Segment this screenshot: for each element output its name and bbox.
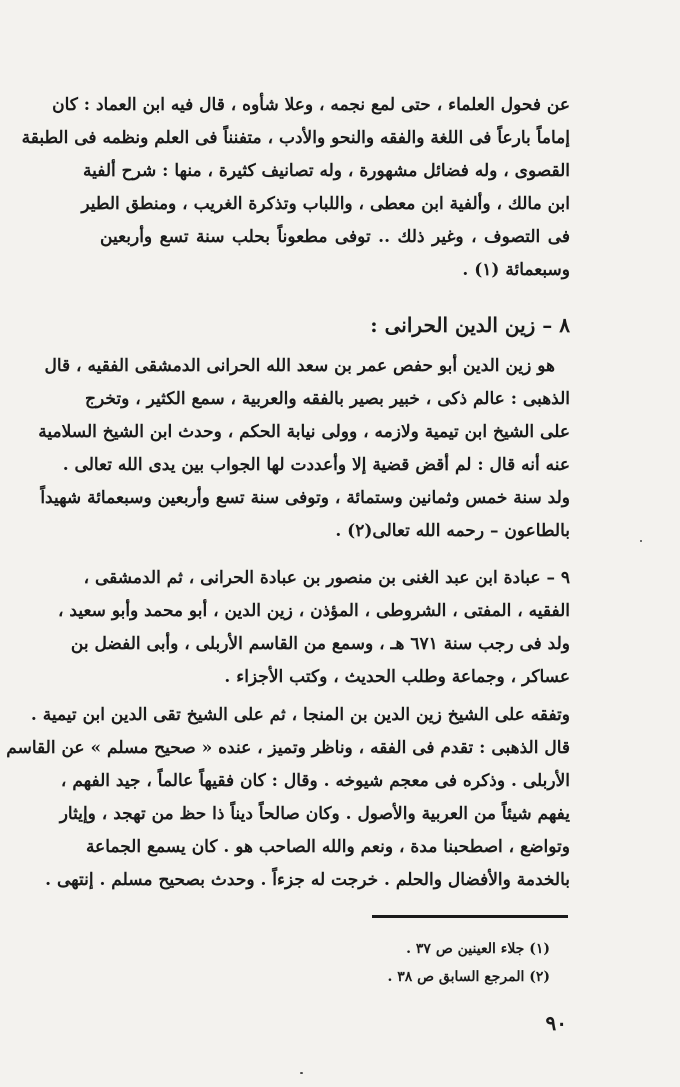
- text-line: ولد فى رجب سنة ٦٧١ هـ ، وسمع من القاسم الأربلى ، وأبى الفضل بن: [70, 634, 570, 654]
- text-line: عن فحول العلماء ، حتى لمع نجمه ، وعلا شأوه ، قال فيه ابن العماد : كان: [52, 95, 570, 115]
- page-number: ٩٠: [545, 1011, 567, 1035]
- text-line: ولد سنة خمس وثمانين وستمائة ، وتوفى سنة تسع وأربعين وسبعمائة شهيداً: [40, 488, 570, 508]
- text-line: فى التصوف ، وغير ذلك .. توفى مطعوناً بحلب سنة تسع وأربعين: [100, 227, 570, 247]
- text-line: بالخدمة والأفضال والحلم . خرجت له جزءاً . وحدث بصحيح مسلم . إنتهى .: [45, 870, 570, 890]
- footnote: (١) جلاء العينين ص ٣٧ .: [406, 941, 550, 957]
- text-line: الذهبى : عالم ذكى ، خبير بصير بالفقه والعربية ، سمع الكثير ، وتخرج: [85, 389, 570, 409]
- text-line: هو زين الدين أبو حفص عمر بن سعد الله الحرانى الدمشقى الفقيه ، قال: [44, 356, 555, 376]
- text-line: وتفقه على الشيخ زين الدين بن المنجا ، ثم على الشيخ تقى الدين ابن تيمية .: [30, 705, 570, 725]
- text-line: بالطاعون – رحمه الله تعالى(٢) .: [335, 521, 570, 541]
- text-line: القصوى ، وله فضائل مشهورة ، وله تصانيف كثيرة ، منها : شرح ألفية: [82, 161, 570, 181]
- text-line: يفهم شيئاً من العربية والأصول . وكان صالحاً ديناً ذا حظ من تهجد ، وإيثار: [59, 804, 570, 824]
- text-line: عنه أنه قال : لم أقض قضية إلا وأعددت لها الجواب بين يدى الله تعالى .: [62, 455, 570, 475]
- entry-line: ٩ – عبادة ابن عبد الغنى بن منصور بن عبادة الحرانى ، ثم الدمشقى ،: [83, 568, 570, 588]
- text-line: ابن مالك ، وألفية ابن معطى ، واللباب وتذكرة الغريب ، ومنطق الطير: [81, 194, 570, 214]
- text-line: وسبعمائة (١) .: [462, 260, 570, 280]
- scan-speck: [300, 1072, 303, 1074]
- text-line: إماماً بارعاً فى اللغة والفقه والنحو والأدب ، متفنناً فى العلم ونظمه فى الطبقة: [21, 128, 570, 148]
- text-line: الفقيه ، المفتى ، الشروطى ، المؤذن ، زين الدين ، أبو محمد وأبو سعيد ،: [58, 601, 570, 621]
- footnote: (٢) المرجع السابق ص ٣٨ .: [387, 969, 550, 985]
- section-heading: ٨ – زين الدين الحرانى :: [370, 313, 570, 337]
- footnote-separator: [372, 915, 568, 918]
- text-line: قال الذهبى : تقدم فى الفقه ، وناظر وتميز ، عنده « صحيح مسلم » عن القاسم: [6, 738, 570, 758]
- text-line: وتواضع ، اصطحبنا مدة ، ونعم والله الصاحب هو . كان يسمع الجماعة: [85, 837, 570, 857]
- text-line: على الشيخ ابن تيمية ولازمه ، وولى نيابة الحكم ، وحدث ابن الشيخ السلامية: [38, 422, 570, 442]
- text-line: عساكر ، وجماعة وطلب الحديث ، وكتب الأجزاء .: [224, 667, 570, 687]
- scan-speck: [640, 540, 642, 542]
- text-line: الأربلى . وذكره فى معجم شيوخه . وقال : كان فقيهاً عالماً ، جيد الفهم ،: [60, 771, 570, 791]
